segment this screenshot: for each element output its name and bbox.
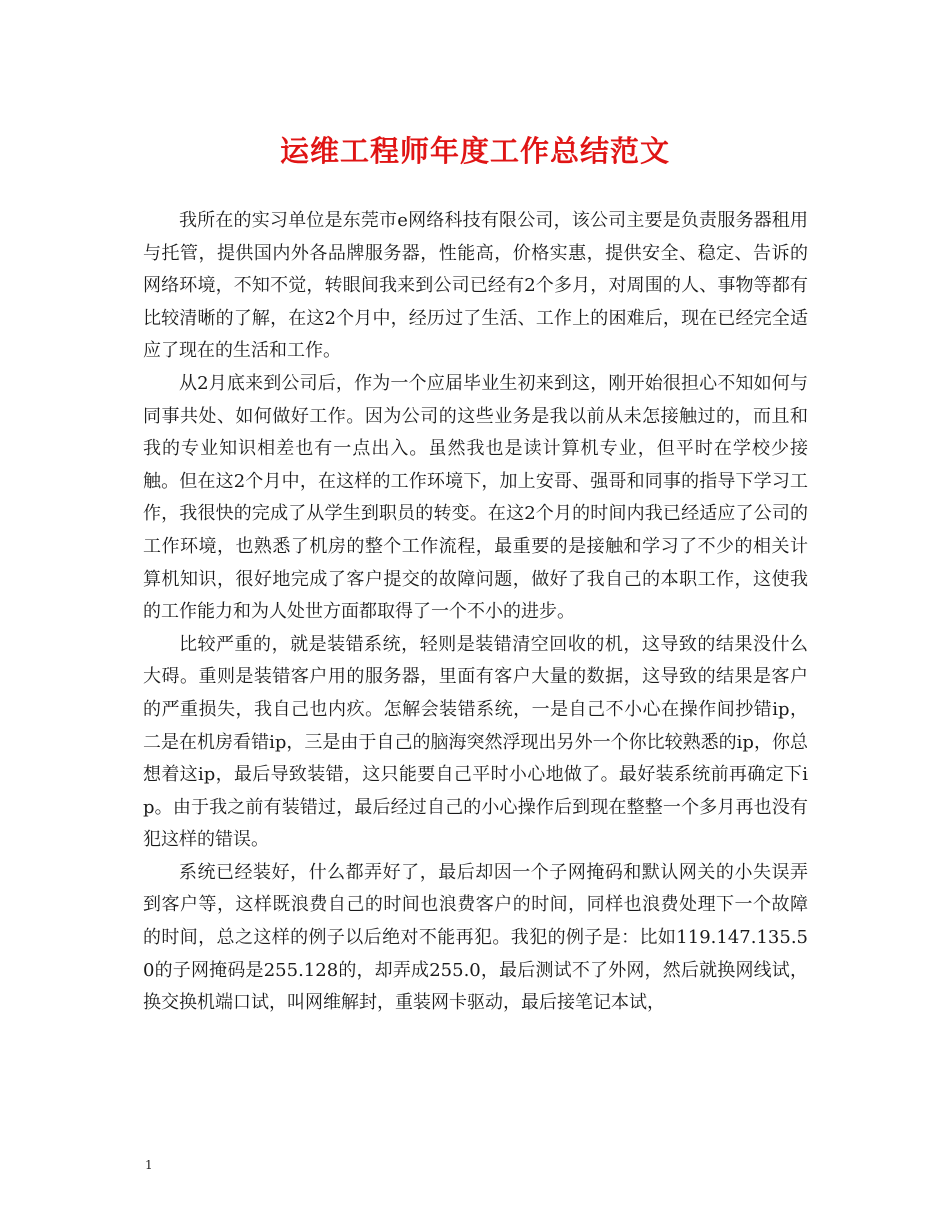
- page-number: 1: [145, 1158, 153, 1172]
- document-title: 运维工程师年度工作总结范文: [279, 134, 670, 168]
- paragraph-4: 系统已经装好，什么都弄好了，最后却因一个子网掩码和默认网关的小失误弄到客户等，这样既浪费自己的时间也浪费客户的时间，同样也浪费处理下一个故障的时间，总之这样的例子以后绝对不能再犯。我犯的例子是：比如119.147.135.50的子网掩码是255.128的，却弄成255.0，最后测试不了外网，然后就换网线试，换交换机端口试，叫网维解封，重装网卡驱动，最后接笔记本试，: [143, 861, 808, 1014]
- paragraph-2: 从2月底来到公司后，作为一个应届毕业生初来到这，刚开始很担心不知如何与同事共处、如何做好工作。因为公司的这些业务是我以前从未怎接触过的，而且和我的专业知识相差也有一点出入。虽然我也是读计算机专业，但平时在学校少接触。但在这2个月中，在这样的工作环境下，加上安哥、强哥和同事的指导下学习工作，我很快的完成了从学生到职员的转变。在这2个月的时间内我已经适应了公司的工作环境，也熟悉了机房的整个工作流程，最重要的是接触和学习了不少的相关计算机知识，很好地完成了客户提交的故障问题，做好了我自己的本职工作，这使我的工作能力和为人处世方面都取得了一个不小的进步。: [143, 372, 808, 623]
- document-body: [143, 205, 808, 1020]
- paragraph-1: 我所在的实习单位是东莞市e网络科技有限公司，该公司主要是负责服务器租用与托管，提供国内外各品牌服务器，性能高，价格实惠，提供安全、稳定、告诉的网络环境，不知不觉，转眼间我来到公司已经有2个多月，对周围的人、事物等都有比较清晰的了解，在这2个月中，经历过了生活、工作上的困难后，现在已经完全适应了现在的生活和工作。: [143, 210, 808, 362]
- paragraph-3: 比较严重的，就是装错系统，轻则是装错清空回收的机，这导致的结果没什么大碍。重则是装错客户用的服务器，里面有客户大量的数据，这导致的结果是客户的严重损失，我自己也内疚。怎解会装错系统，一是自己不小心在操作间抄错ip，二是在机房看错ip，三是由于自己的脑海突然浮现出另外一个你比较熟悉的ip，你总想着这ip，最后导致装错，这只能要自己平时小心地做了。最好装系统前再确定下ip。由于我之前有装错过，最后经过自己的小心操作后到现在整整一个多月再也没有犯这样的错误。: [143, 633, 808, 851]
